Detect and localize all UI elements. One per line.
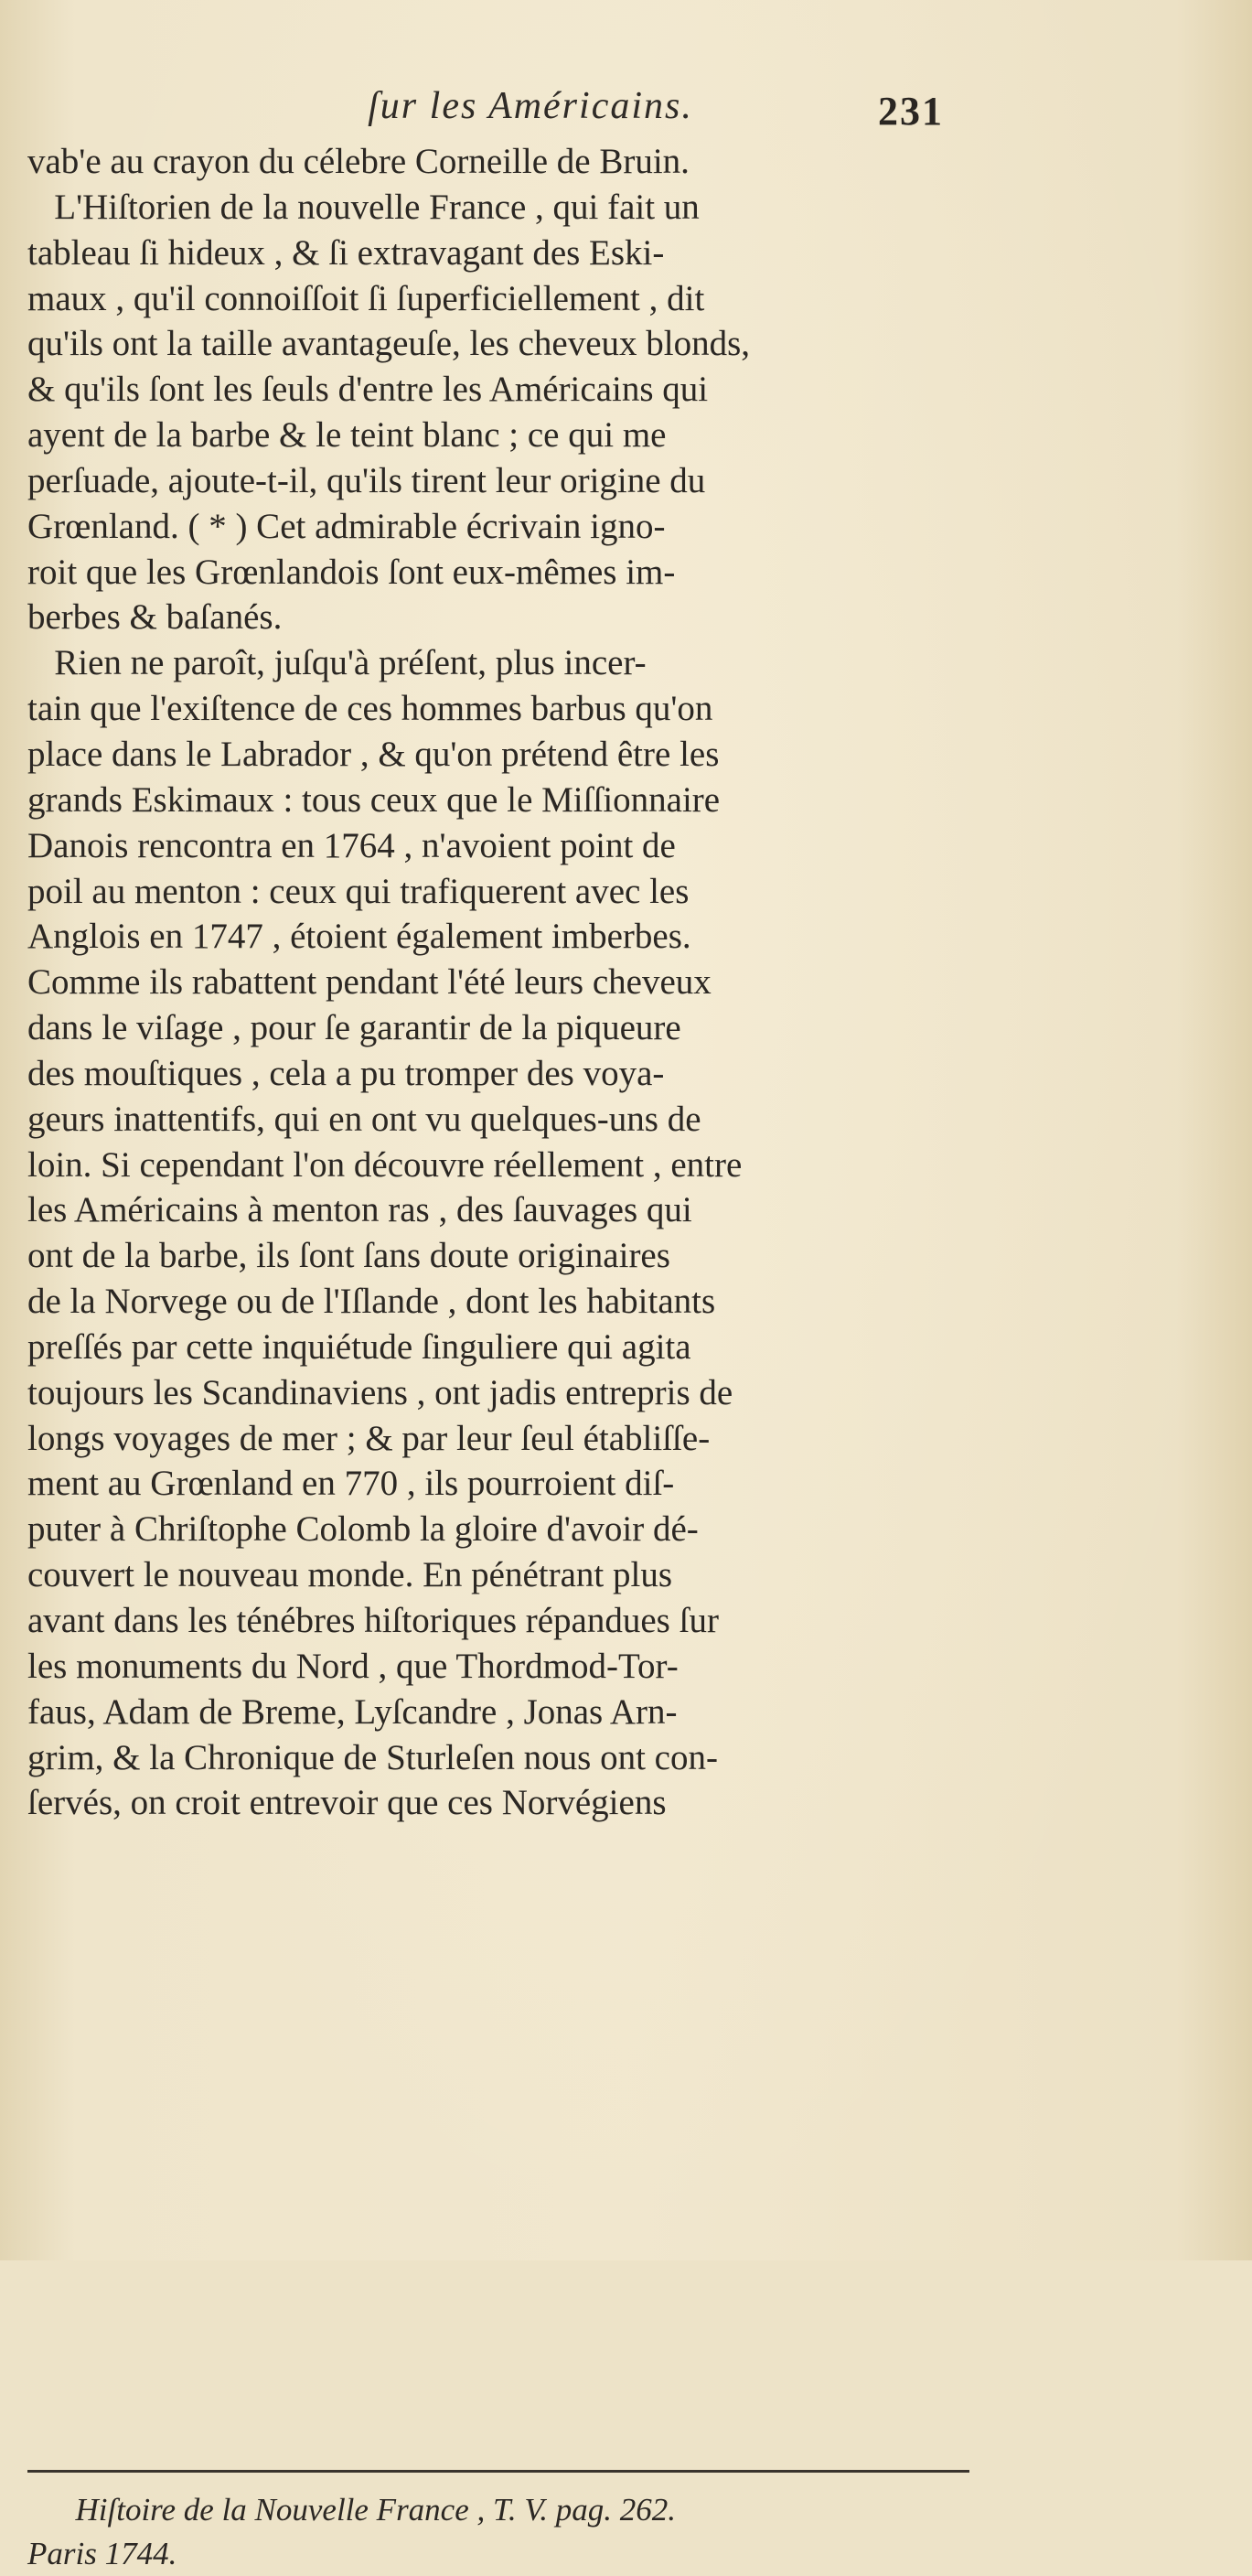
footnote-line: Paris 1744.	[27, 2536, 177, 2571]
text-line: des mouſtiques , cela a pu tromper des voya-	[27, 1053, 665, 1093]
text-line: ayent de la barbe & le teint blanc ; ce qui me	[27, 415, 667, 456]
text-line: dans le viſage , pour ſe garantir de la piqueure	[27, 1008, 681, 1048]
text-line: avant dans les ténébres hiſtoriques répandues ſur	[27, 1601, 719, 1640]
text-line: les Américains à menton ras , des ſauvages qui	[27, 1190, 692, 1230]
text-line: maux , qu'il connoiſſoit ſi ſuperficiellement , dit	[27, 278, 705, 318]
text-line: grands Eskimaux : tous ceux que le Miſſionnaire	[27, 779, 721, 820]
text-line: perſuade, ajoute-t-il, qu'ils tirent leur origine du	[27, 460, 706, 500]
text-line: faus, Adam de Breme, Lyſcandre , Jonas Arn-	[27, 1691, 678, 1732]
footnote	[27, 2488, 1015, 2576]
page-header	[0, 84, 1252, 139]
text-line: loin. Si cependant l'on découvre réellement , entre	[27, 1144, 743, 1185]
text-line: Anglois en 1747 , étoient également imberbes.	[27, 917, 691, 957]
text-line: Grœnland. ( * ) Cet admirable écrivain igno-	[27, 506, 666, 546]
text-line: Danois rencontra en 1764 , n'avoient point de	[27, 825, 676, 865]
text-line: & qu'ils ſont les ſeuls d'entre les Américains qui	[27, 370, 709, 410]
text-line: couvert le nouveau monde. En pénétrant plus	[27, 1555, 673, 1595]
text-line: tableau ſi hideux , & ſi extravagant des Eski-	[27, 232, 665, 273]
text-line: longs voyages de mer ; & par leur ſeul établiſſe-	[27, 1418, 711, 1458]
text-line: Comme ils rabattent pendant l'été leurs cheveux	[27, 962, 712, 1003]
text-line: de la Norvege ou de l'Iſlande , dont les habitants	[27, 1282, 716, 1322]
body-text	[27, 139, 1015, 1826]
text-line: les monuments du Nord , que Thordmod-Tor-	[27, 1646, 679, 1686]
text-line: toujours les Scandinaviens , ont jadis entrepris de	[27, 1372, 733, 1412]
text-line: vab'e au crayon du célebre Corneille de Bruin.	[27, 142, 690, 181]
text-line: preſſés par cette inquiétude ſinguliere qui agita	[27, 1326, 691, 1367]
text-line: berbes & baſanés.	[27, 597, 283, 638]
text-line: qu'ils ont la taille avantageuſe, les cheveux blonds,	[27, 324, 751, 364]
text-line: place dans le Labrador , & qu'on prétend être les	[27, 734, 720, 774]
running-head: ſur les Américains.	[368, 85, 693, 127]
text-line: tain que l'exiſtence de ces hommes barbus qu'on	[27, 689, 713, 729]
text-line: L'Hiſtorien de la nouvelle France , qui fait un	[27, 187, 700, 227]
text-line: poil au menton : ceux qui trafiquerent avec les	[27, 871, 690, 911]
page-number: 231	[878, 89, 944, 134]
text-line: ſervés, on croit entrevoir que ces Norvégiens	[27, 1783, 667, 1823]
text-line: roit que les Grœnlandois ſont eux-mêmes im-	[27, 552, 676, 592]
text-line: puter à Chriſtophe Colomb la gloire d'avoir dé-	[27, 1509, 699, 1550]
text-line: Rien ne paroît, juſqu'à préſent, plus incer-	[27, 643, 647, 683]
footnote-line: Hiſtoire de la Nouvelle France , T. V. pag. 262.	[27, 2492, 676, 2528]
text-line: ont de la barbe, ils ſont ſans doute originaires	[27, 1236, 670, 1276]
text-line: grim, & la Chronique de Sturleſen nous ont con-	[27, 1737, 718, 1777]
text-line: geurs inattentifs, qui en ont vu quelques-uns de	[27, 1099, 701, 1139]
text-line: ment au Grœnland en 770 , ils pourroient diſ-	[27, 1464, 675, 1504]
footnote-rule	[27, 2470, 969, 2473]
